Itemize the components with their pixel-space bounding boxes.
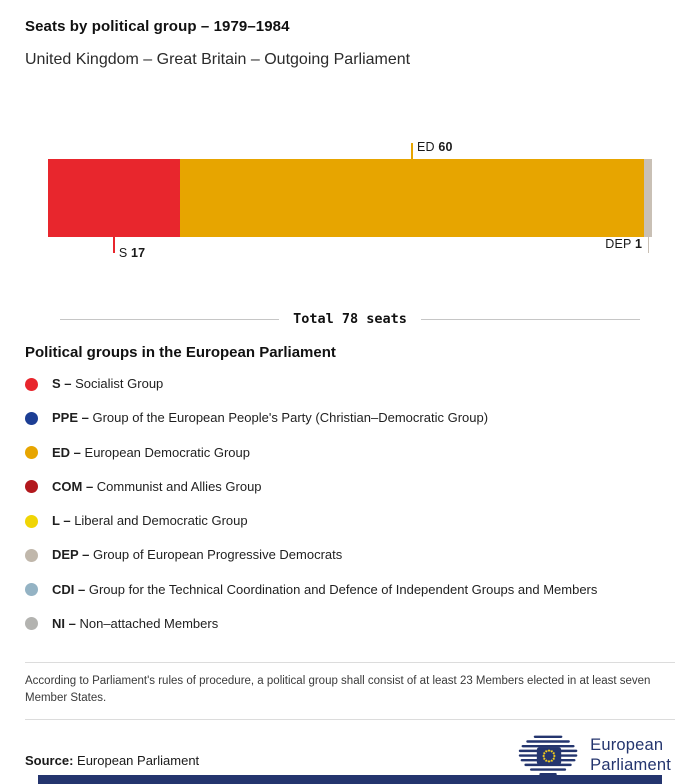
legend-item-ppe [25, 401, 675, 435]
label-tick [113, 237, 115, 253]
page-subtitle: United Kingdom – Great Britain – Outgoing Parliament [25, 51, 411, 68]
legend-abbr: CDI – [52, 581, 86, 597]
page-title: Seats by political group – 1979–1984 [25, 18, 290, 35]
legend-item-com [25, 470, 675, 504]
legend-item-ni [25, 607, 675, 641]
legend-name: Group of European Progressive Democrats [92, 547, 343, 563]
legend-item-ed [25, 436, 675, 470]
divider-line-left [60, 319, 279, 320]
legend-abbr: COM – [52, 478, 94, 494]
label-tick [648, 237, 650, 253]
legend-item-label [52, 376, 163, 392]
legend-item-label [52, 410, 488, 426]
legend-item-label [52, 582, 597, 598]
legend-item-label [52, 513, 248, 529]
group-color-dot [25, 515, 38, 528]
european-parliament-logo [518, 734, 675, 778]
legend-abbr: NI – [52, 615, 76, 631]
source [25, 753, 199, 778]
bar-segment-s [48, 159, 180, 237]
stacked-bar [48, 159, 652, 237]
total-seats-label: Total 78 seats [293, 311, 407, 327]
group-color-dot [25, 446, 38, 459]
source-value: European Parliament [77, 752, 200, 768]
legend-item-label [52, 547, 342, 563]
legend-item-dep [25, 538, 675, 572]
legend-item-l [25, 504, 675, 538]
legend-item-cdi [25, 573, 675, 607]
legend-abbr: ED – [52, 444, 81, 460]
legend-item-label [52, 445, 250, 461]
group-color-dot [25, 412, 38, 425]
group-color-dot [25, 480, 38, 493]
bar-value-label: DEP 1 [605, 237, 643, 251]
seats-chart [48, 140, 652, 260]
legend-heading: Political groups in the European Parliament [25, 344, 336, 361]
legend-name: European Democratic Group [84, 444, 251, 460]
legend-abbr: L – [52, 513, 71, 528]
total-seats-divider [60, 311, 640, 327]
legend-name: Group of the European People's Party (Christian–Democratic Group) [92, 410, 489, 426]
group-color-dot [25, 583, 38, 596]
legend-abbr: PPE – [52, 410, 89, 426]
legend-list [25, 367, 675, 641]
footer-brand-bar [38, 775, 662, 784]
bar-wrap [48, 140, 652, 260]
logo-wordmark [590, 736, 671, 775]
legend-item-s [25, 367, 675, 401]
logo-line-1: European [590, 736, 664, 755]
legend-abbr: S – [52, 376, 72, 391]
group-color-dot [25, 617, 38, 630]
label-tick [411, 143, 413, 159]
legend-item-label [52, 616, 218, 632]
bar-value-label: ED 60 [416, 140, 453, 154]
divider-line-right [421, 319, 640, 320]
legend-item-label [52, 479, 262, 495]
bar-value-label: S 17 [118, 246, 146, 260]
legend-name: Non–attached Members [79, 615, 219, 631]
source-label: Source: [25, 752, 74, 768]
legend-name: Communist and Allies Group [96, 478, 262, 494]
bar-segment-dep [644, 159, 652, 237]
group-color-dot [25, 378, 38, 391]
legend-name: Group for the Technical Coordination and Defence of Independent Groups and Members [88, 581, 598, 597]
footer [25, 734, 675, 778]
legend-name: Liberal and Democratic Group [74, 513, 248, 528]
legend-name: Socialist Group [75, 376, 164, 391]
ep-hemicycle-icon [518, 734, 580, 778]
bar-segment-ed [180, 159, 645, 237]
group-color-dot [25, 549, 38, 562]
footnote: According to Parliament's rules of procedure, a political group shall consist of at least 23 Members elected in at least seven Member States. [25, 662, 675, 720]
logo-line-2: Parliament [590, 755, 671, 774]
legend-abbr: DEP – [52, 547, 90, 563]
